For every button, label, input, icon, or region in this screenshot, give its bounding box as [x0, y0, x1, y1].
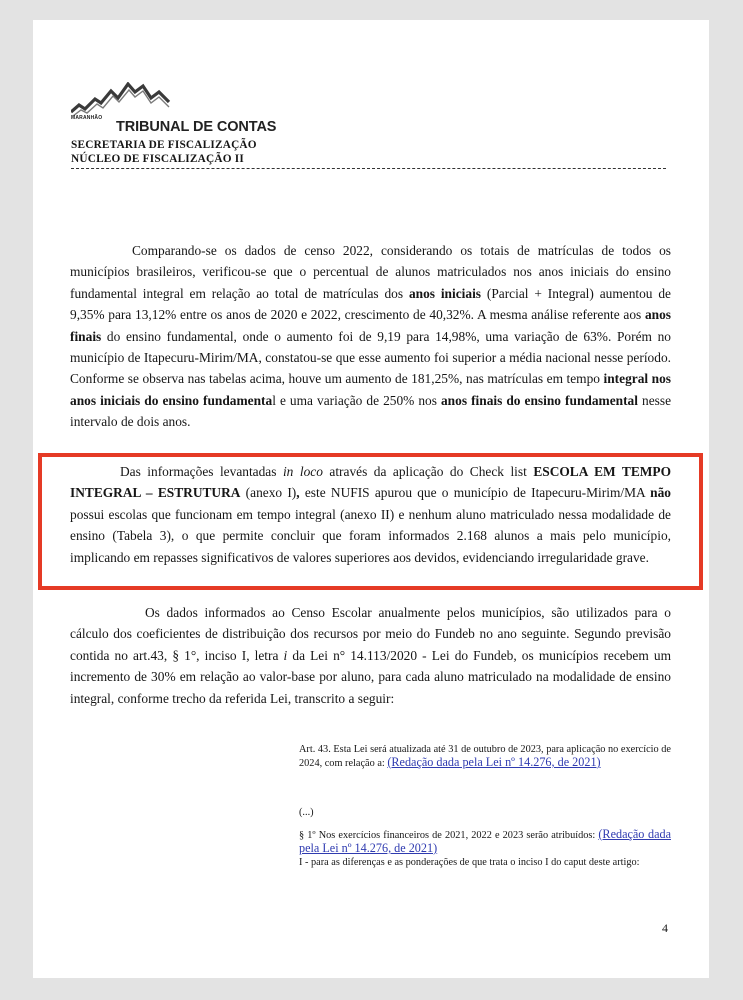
- bold-run: ESCOLA EM TEMPO INTEGRAL – ESTRUTURA: [70, 464, 672, 501]
- law-reference-link[interactable]: (Redação dada pela Lei nº 14.276, de 2021): [387, 755, 601, 769]
- bold-run: integral nos anos iniciais do ensino fundamenta: [70, 371, 671, 408]
- text-run: através da aplicação do Check list: [322, 464, 534, 479]
- text-run: do ensino fundamental, onde o aumento foi de 9,19 para 14,98%, uma variação de 63%. Porém no município de Itapecuru-Mirim/MA, constatou-se que esse aumento foi superior a média nacional nesse período. Conforme se observa nas tabelas acima, houve um aumento de 181,25%, nas matrículas em tempo: [70, 328, 671, 387]
- logo-title: TRIBUNAL DE CONTAS: [116, 119, 277, 135]
- bold-run: anos iniciais: [408, 285, 482, 301]
- text-run: l e uma variação de 250% nos: [272, 392, 441, 408]
- logo-state-label: MARANHÃO: [71, 115, 103, 121]
- header-line-nucleo: NÚCLEO DE FISCALIZAÇÃO II: [71, 153, 244, 165]
- text-run: (Parcial + Integral) aumentou de 9,35% para 13,12% entre os anos de 2020 e 2022, crescimento de 40,32%. A mesma análise referente aos: [70, 285, 671, 323]
- quote-paragraph-1: [299, 828, 671, 869]
- quote-art-43: [299, 743, 671, 770]
- text-run: da Lei n° 14.113/2020 - Lei do Fundeb, os municípios recebem um incremento de 30% em relação ao valor-base por aluno, para cada aluno matriculado na modalidade de ensino integral, conforme trecho da referida Lei, transcrito a seguir:: [70, 647, 672, 706]
- text-run: Os dados informados ao Censo Escolar anualmente pelos municípios, são utilizados para o cálculo dos coeficientes de distribuição dos recursos por meio do Fundeb no ano seguinte. Segundo previsão contida no art.43, § 1°, inciso I, letra: [70, 605, 671, 663]
- mountain-logo-icon: [71, 82, 211, 118]
- text-run: este NUFIS apurou que o município de Itapecuru-Mirim/MA: [299, 485, 651, 501]
- text-run: possui escolas que funcionam em tempo integral (anexo II) e nenhum aluno matriculado nessa modalidade de ensino (Tabela 3), o que permite concluir que foram informados 2.168 alunos a mais pelo município, implicando em repasses significativos de valores superiores aos devidos, evidenciando irregularidade grave.: [70, 506, 671, 565]
- text-run: nesse intervalo de dois anos.: [70, 392, 672, 430]
- bold-run: ,: [296, 485, 300, 501]
- paragraph-highlighted-finding: [70, 461, 671, 568]
- header-line-secretaria: SECRETARIA DE FISCALIZAÇÃO: [71, 139, 257, 151]
- quote-text: § 1º Nos exercícios financeiros de 2021, 2022 e 2023 serão atribuídos:: [299, 830, 599, 841]
- bold-run: anos finais: [70, 307, 671, 344]
- text-run: (anexo I): [240, 485, 297, 501]
- header-dashed-separator: [71, 168, 666, 169]
- tribunal-logo: [71, 82, 306, 135]
- italic-run: in loco: [282, 464, 323, 479]
- text-run: Comparando-se os dados de censo 2022, considerando os totais de matrículas de todos os municípios brasileiros, verificou-se que o percentual de alunos matriculados nos anos iniciais do ensino fundamental integral em relação ao total de matrículas dos: [70, 243, 671, 301]
- bold-run: anos finais do ensino fundamental: [440, 392, 638, 408]
- text-run: Das informações levantadas: [120, 464, 283, 479]
- law-reference-link[interactable]: (Redação dada pela Lei nº 14.276, de 2021): [299, 827, 671, 855]
- italic-run: i: [283, 647, 288, 663]
- paragraph-census-comparison: [70, 240, 671, 433]
- quote-text: Art. 43. Esta Lei será atualizada até 31 de outubro de 2023, para aplicação no exercício de 2024, com relação a:: [299, 744, 671, 769]
- quote-ellipsis: (...): [299, 807, 314, 818]
- quote-text: I - para as diferenças e as ponderações de que trata o inciso I do caput deste artigo:: [299, 857, 640, 868]
- document-page: [33, 20, 709, 978]
- bold-run: não: [650, 485, 671, 501]
- paragraph-fundeb-distribution: [70, 602, 671, 709]
- page-number: 4: [662, 921, 668, 935]
